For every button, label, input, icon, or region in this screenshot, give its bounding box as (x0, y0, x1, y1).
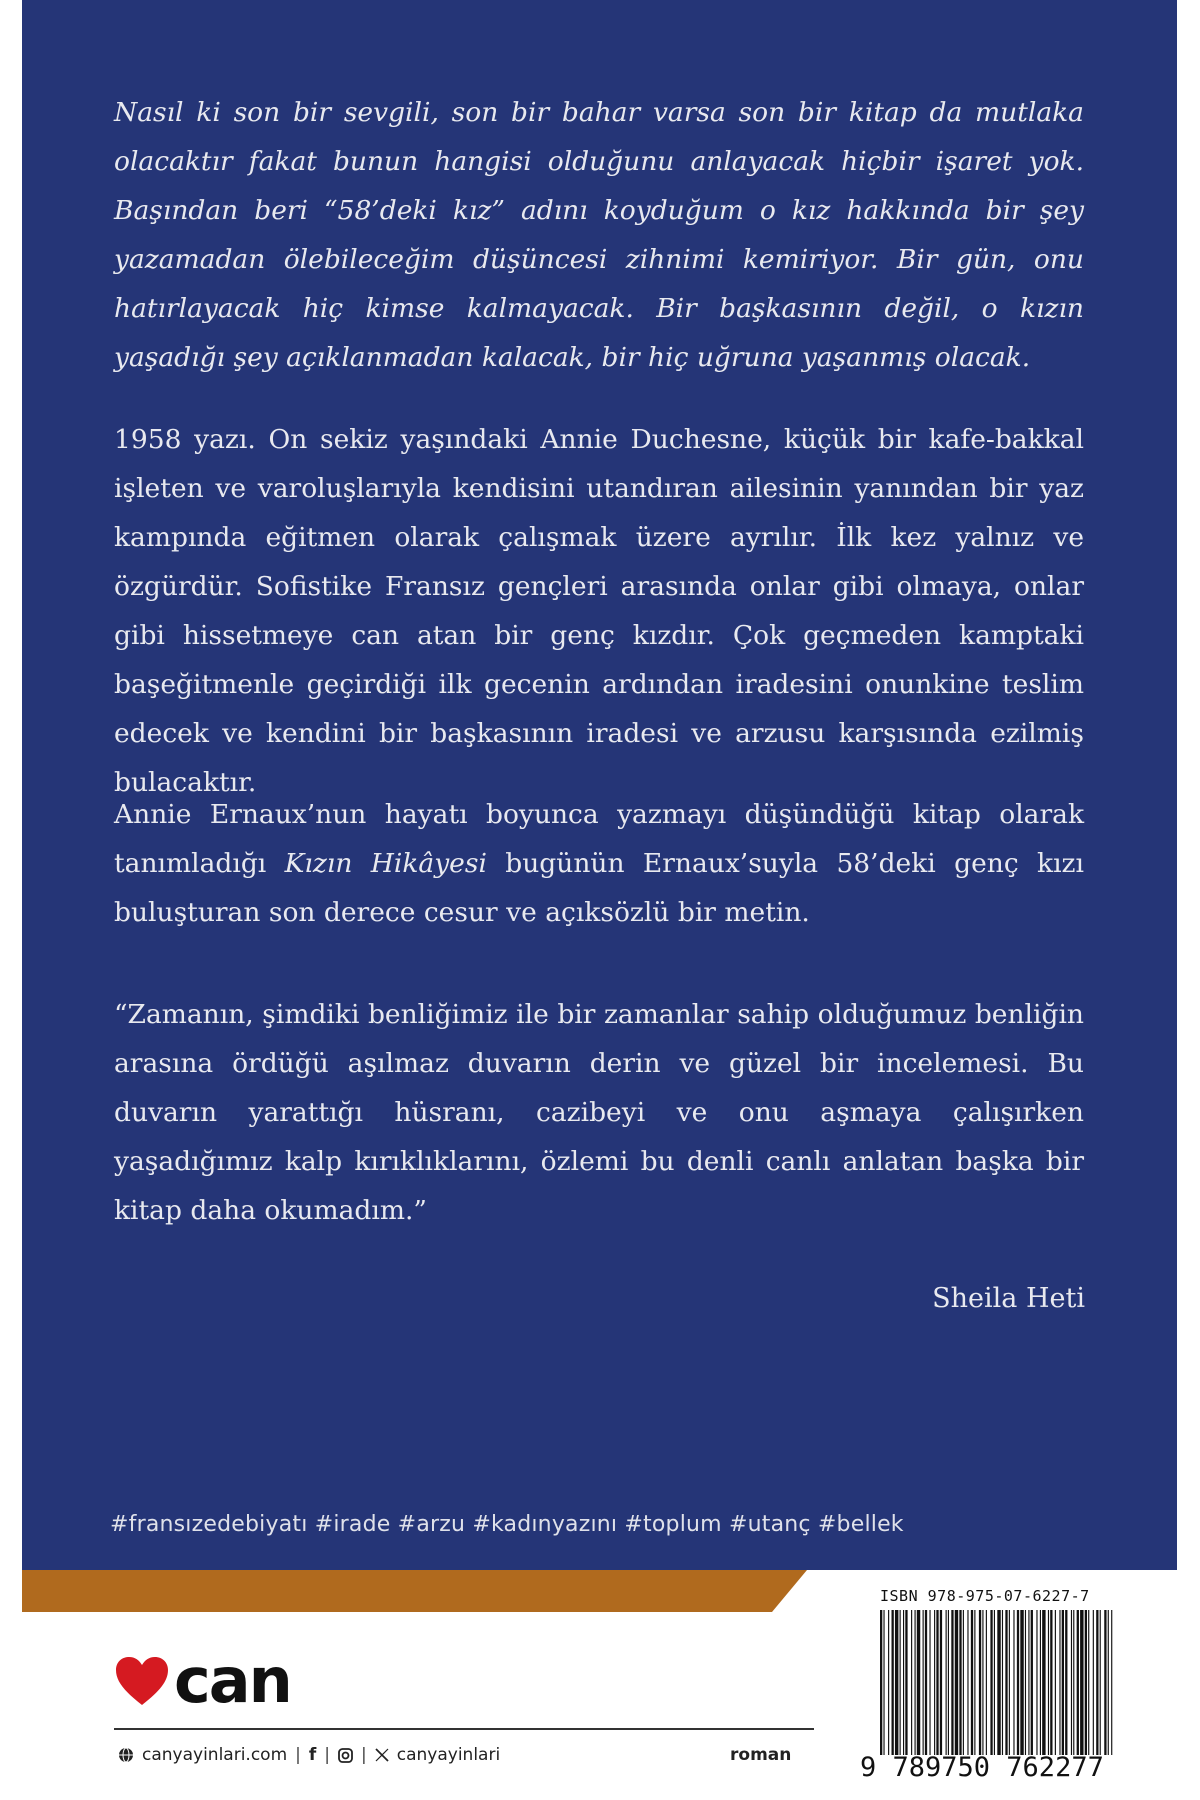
barcode-bar (1036, 1610, 1037, 1755)
barcode-bar (1028, 1610, 1029, 1755)
barcode-bar (880, 1610, 882, 1755)
publisher-logo (114, 1644, 291, 1717)
barcode-bar (1020, 1610, 1023, 1755)
book-summary: 1958 yazı. On sekiz yaşındaki Annie Duchesne, küçük bir kafe-bakkal işleten ve varoluşlarıyla kendisini utandıran ailesinin yanından bir yaz kampında eğitmen olarak çalışmak üzere ayrılır. İlk kez yalnız ve özgürdür. Sofistike Fransız gençleri arasında onlar gibi olmaya, onlar gibi hissetmeye can atan bir genç kızdır. Çok geçmeden kamptaki başeğitmenle geçirdiği ilk gecenin ardından iradesini onunkine teslim edecek ve kendini bir başkasının iradesi ve arzusu karşısında ezilmiş bulacaktır. (114, 424, 1084, 798)
logo-text: can (174, 1644, 291, 1717)
barcode-bar (1093, 1610, 1094, 1755)
separator: | (361, 1745, 367, 1765)
publisher-links (118, 1745, 500, 1765)
barcode-bar (986, 1610, 987, 1755)
barcode-bar (1062, 1610, 1064, 1755)
instagram-icon[interactable] (338, 1748, 353, 1763)
barcode-bar (915, 1610, 916, 1755)
book-title: Kızın Hikâyesi (284, 848, 487, 879)
barcode-bar (1085, 1610, 1087, 1755)
barcode-bar (911, 1610, 912, 1755)
book-back-cover (22, 0, 1177, 1800)
barcode-bar (1013, 1610, 1014, 1755)
barcode-bar (925, 1610, 927, 1755)
separator: | (295, 1745, 301, 1765)
heart-icon (114, 1655, 170, 1707)
barcode-bar (900, 1610, 901, 1755)
barcode-bar (905, 1610, 907, 1755)
review-quote: “Zamanın, şimdiki benliğimiz ile bir zamanlar sahip olduğumuz benliğin arasına ördüğü aşılmaz duvarın derin ve güzel bir incelemesi. Bu duvarın yarattığı hüsranı, cazibeyi ve onu aşmaya çalışırken yaşadığımız kalp kırıklıklarını, özlemi bu denli canlı anlatan başka bir kitap daha okumadım.” (114, 999, 1084, 1226)
barcode-bar (1096, 1610, 1098, 1755)
barcode-bar (959, 1610, 961, 1755)
barcode-bar (923, 1610, 924, 1755)
barcode-bar (955, 1610, 958, 1755)
reviewer-name: Sheila Heti (932, 1283, 1085, 1314)
barcode-bar (951, 1610, 953, 1755)
barcode-bar (1050, 1610, 1052, 1755)
barcode-bar (940, 1610, 942, 1755)
barcode-bar (1002, 1610, 1003, 1755)
globe-icon (118, 1747, 134, 1763)
barcode-bar (1042, 1610, 1045, 1755)
description-end: bugünün Ernaux’suyla 58’deki genç kızı buluşturan son derece cesur ve açıksözlü bir metin. (114, 848, 1084, 928)
isbn-digits: 9 789750 762277 (860, 1752, 1104, 1783)
barcode-bar (883, 1610, 884, 1755)
barcode-bar (963, 1610, 964, 1755)
barcode-bar (1111, 1610, 1112, 1755)
website-link[interactable]: canyayinlari.com (142, 1745, 288, 1765)
barcode-bar (946, 1610, 947, 1755)
x-icon[interactable] (375, 1748, 389, 1762)
barcode-bar (982, 1610, 983, 1755)
barcode-bar (1077, 1610, 1079, 1755)
brown-band-shape (22, 1570, 807, 1612)
barcode-bar (1005, 1610, 1007, 1755)
hashtags: #fransızedebiyatı #irade #arzu #kadınyazını #toplum #utanç #bellek (110, 1512, 904, 1537)
blue-panel (22, 0, 1177, 1570)
barcode-bar (895, 1610, 898, 1755)
barcode-bar (917, 1610, 920, 1755)
barcode (880, 1610, 1115, 1755)
barcode-bar (979, 1610, 981, 1755)
barcode-bar (1017, 1610, 1019, 1755)
barcode-bar (888, 1610, 889, 1755)
barcode-bar (1025, 1610, 1026, 1755)
barcode-bar (1048, 1610, 1049, 1755)
barcode-bar (971, 1610, 973, 1755)
footer-divider (114, 1728, 814, 1730)
description-start: Annie Ernaux’nun hayatı boyunca yazmayı düşündüğü kitap olarak tanımladığı (114, 799, 1084, 879)
barcode-bar (967, 1610, 968, 1755)
barcode-bar (948, 1610, 949, 1755)
barcode-bar (1108, 1610, 1109, 1755)
barcode-bar (1100, 1610, 1101, 1755)
barcode-bar (1065, 1610, 1067, 1755)
facebook-icon[interactable]: f (308, 1745, 317, 1765)
barcode-bar (936, 1610, 938, 1755)
barcode-bar (892, 1610, 894, 1755)
barcode-bar (990, 1610, 992, 1755)
isbn-label: ISBN 978-975-07-6227-7 (880, 1587, 1090, 1605)
barcode-bar (929, 1610, 930, 1755)
book-description (114, 790, 1084, 937)
barcode-bar (1104, 1610, 1106, 1755)
genre-label: roman (730, 1745, 792, 1765)
barcode-bar (994, 1610, 995, 1755)
author-quote: Nasıl ki son bir sevgili, son bir bahar varsa son bir kitap da mutlaka olacaktır fakat bunun hangisi olduğunu anlayacak hiçbir işaret yok. Başından beri “58’deki kız” adını koyduğum o kız hakkında bir şey yazamadan ölebileceğim düşüncesi zihnimi kemiriyor. Bir gün, onu hatırlayacak hiç kimse kalmayacak. Bir başkasının değil, o kızın yaşadığı şey açıklanmadan kalacak, bir hiç uğruna yaşanmış olacak. (114, 97, 1084, 373)
separator: | (324, 1745, 331, 1765)
barcode-bar (1009, 1610, 1010, 1755)
social-handle[interactable]: canyayinlari (396, 1745, 501, 1765)
barcode-bar (997, 1610, 1000, 1755)
barcode-bar (1040, 1610, 1041, 1755)
barcode-bar (974, 1610, 975, 1755)
barcode-bar (903, 1610, 904, 1755)
barcode-bar (934, 1610, 935, 1755)
barcode-bar (1080, 1610, 1083, 1755)
barcode-bar (1059, 1610, 1060, 1755)
barcode-bar (1071, 1610, 1072, 1755)
barcode-bar (1055, 1610, 1056, 1755)
barcode-bar (1088, 1610, 1089, 1755)
barcode-bar (1073, 1610, 1074, 1755)
isbn-barcode-box (840, 1582, 1177, 1787)
barcode-bar (1031, 1610, 1033, 1755)
